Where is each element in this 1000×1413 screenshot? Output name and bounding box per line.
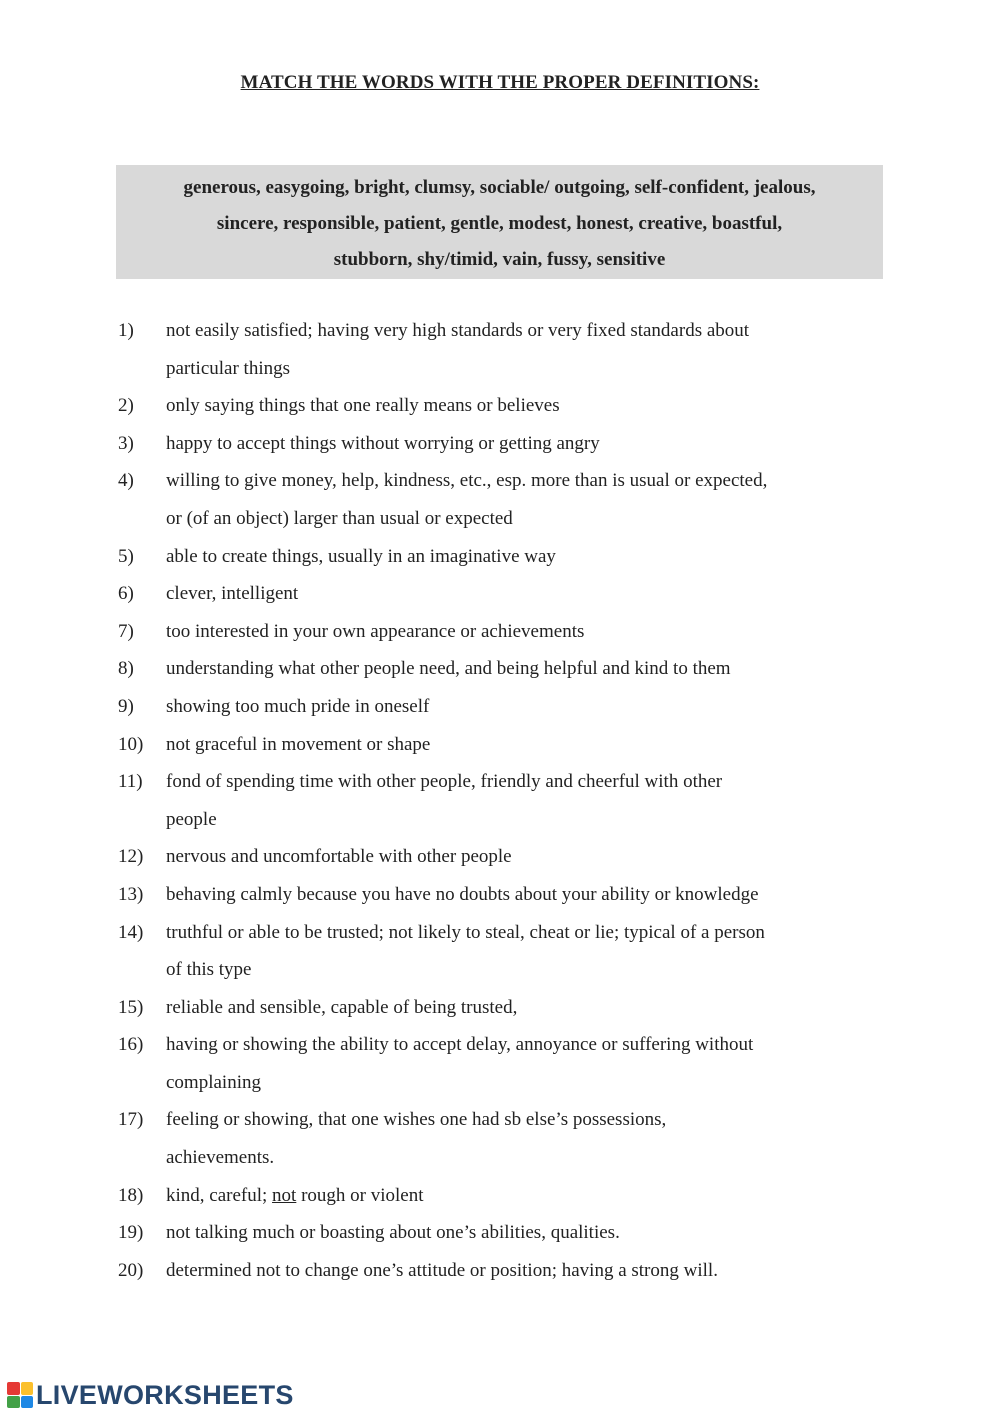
definition-text: achievements. (166, 1147, 275, 1169)
definition-text: nervous and uncomfortable with other people (166, 846, 512, 868)
definition-text: truthful or able to be trusted; not likely to steal, cheat or lie; typical of a person (166, 921, 765, 943)
logo-square-red (7, 1382, 20, 1395)
definition-item (118, 1026, 888, 1101)
definition-number: 17) (118, 1109, 144, 1131)
definition-text: or (of an object) larger than usual or expected (166, 507, 513, 529)
worksheet-title: MATCH THE WORDS WITH THE PROPER DEFINITIONS: (240, 72, 760, 93)
definition-text: happy to accept things without worrying or getting angry (166, 432, 600, 454)
definition-number: 12) (118, 846, 144, 868)
word-bank-line: generous, easygoing, bright, clumsy, sociable/ outgoing, self-confident, jealous, (183, 177, 816, 198)
definition-number: 11) (118, 771, 143, 793)
definition-text: people (166, 808, 217, 830)
definition-text: determined not to change one’s attitude or position; having a strong will. (166, 1259, 718, 1281)
definition-item (118, 688, 888, 726)
definition-item (118, 650, 888, 688)
definition-text-part: rough or violent (296, 1184, 424, 1206)
definition-item (118, 1214, 888, 1252)
definition-item (118, 613, 888, 651)
definition-number: 9) (118, 695, 134, 717)
definition-number: 20) (118, 1259, 144, 1281)
definition-text: of this type (166, 959, 252, 981)
logo-square-blue (21, 1396, 34, 1409)
definitions-list (118, 312, 888, 1289)
definition-item (118, 914, 888, 989)
definition-text: feeling or showing, that one wishes one had sb else’s possessions, (166, 1109, 667, 1131)
definition-number: 19) (118, 1222, 144, 1244)
word-bank-line: stubborn, shy/timid, vain, fussy, sensitive (333, 249, 666, 270)
definition-number: 3) (118, 432, 134, 454)
definition-number: 13) (118, 883, 144, 905)
definition-text: particular things (166, 357, 290, 379)
definition-item (118, 1177, 888, 1215)
word-bank-line: sincere, responsible, patient, gentle, modest, honest, creative, boastful, (216, 213, 783, 234)
word-bank (116, 165, 883, 279)
definition-text: having or showing the ability to accept delay, annoyance or suffering without (166, 1034, 754, 1056)
definition-number: 8) (118, 658, 134, 680)
liveworksheets-logo-icon (7, 1382, 33, 1408)
definition-number: 5) (118, 545, 134, 567)
definition-text: not talking much or boasting about one’s abilities, qualities. (166, 1222, 620, 1244)
definition-number: 1) (118, 320, 134, 341)
definition-number: 18) (118, 1184, 144, 1206)
definition-item (118, 462, 888, 537)
definition-text: not graceful in movement or shape (166, 733, 431, 755)
definition-item (118, 575, 888, 613)
definition-item (118, 989, 888, 1027)
logo-square-yellow (21, 1382, 34, 1395)
definition-text (166, 1177, 888, 1215)
definition-item (118, 312, 888, 387)
definition-number: 14) (118, 921, 144, 943)
definition-text: able to create things, usually in an imaginative way (166, 545, 556, 567)
definition-text: complaining (166, 1071, 261, 1093)
definition-text: willing to give money, help, kindness, etc., esp. more than is usual or expected, (166, 470, 768, 492)
definition-item (118, 387, 888, 425)
definition-item (118, 1252, 888, 1290)
brand-name: LIVEWORKSHEETS (36, 1379, 294, 1410)
definition-number: 4) (118, 470, 134, 492)
definition-number: 10) (118, 733, 144, 755)
logo-square-green (7, 1396, 20, 1409)
definition-number: 7) (118, 620, 134, 642)
definition-item (118, 838, 888, 876)
definition-item (118, 1101, 888, 1176)
footer-logo[interactable] (7, 1379, 294, 1411)
definition-number: 16) (118, 1034, 144, 1056)
definition-text: only saying things that one really means or believes (166, 395, 560, 417)
definition-number: 15) (118, 996, 144, 1018)
definition-item (118, 538, 888, 576)
definition-number: 2) (118, 395, 134, 417)
definition-number: 6) (118, 583, 134, 605)
definition-text: reliable and sensible, capable of being trusted, (166, 996, 518, 1018)
definition-text-part: kind, careful; (166, 1184, 273, 1206)
definition-text: showing too much pride in oneself (166, 695, 430, 717)
definition-item (118, 425, 888, 463)
definition-text: behaving calmly because you have no doubts about your ability or knowledge (166, 883, 759, 905)
definition-text: fond of spending time with other people, friendly and cheerful with other (166, 771, 723, 793)
definition-item (118, 726, 888, 764)
definition-item (118, 763, 888, 838)
definition-text-underlined: not (272, 1184, 297, 1206)
definition-text: too interested in your own appearance or achievements (166, 620, 585, 642)
definition-text: understanding what other people need, and being helpful and kind to them (166, 658, 731, 680)
definition-item (118, 876, 888, 914)
definition-text: clever, intelligent (166, 583, 299, 605)
definition-text: not easily satisfied; having very high standards or very fixed standards about (166, 320, 750, 341)
